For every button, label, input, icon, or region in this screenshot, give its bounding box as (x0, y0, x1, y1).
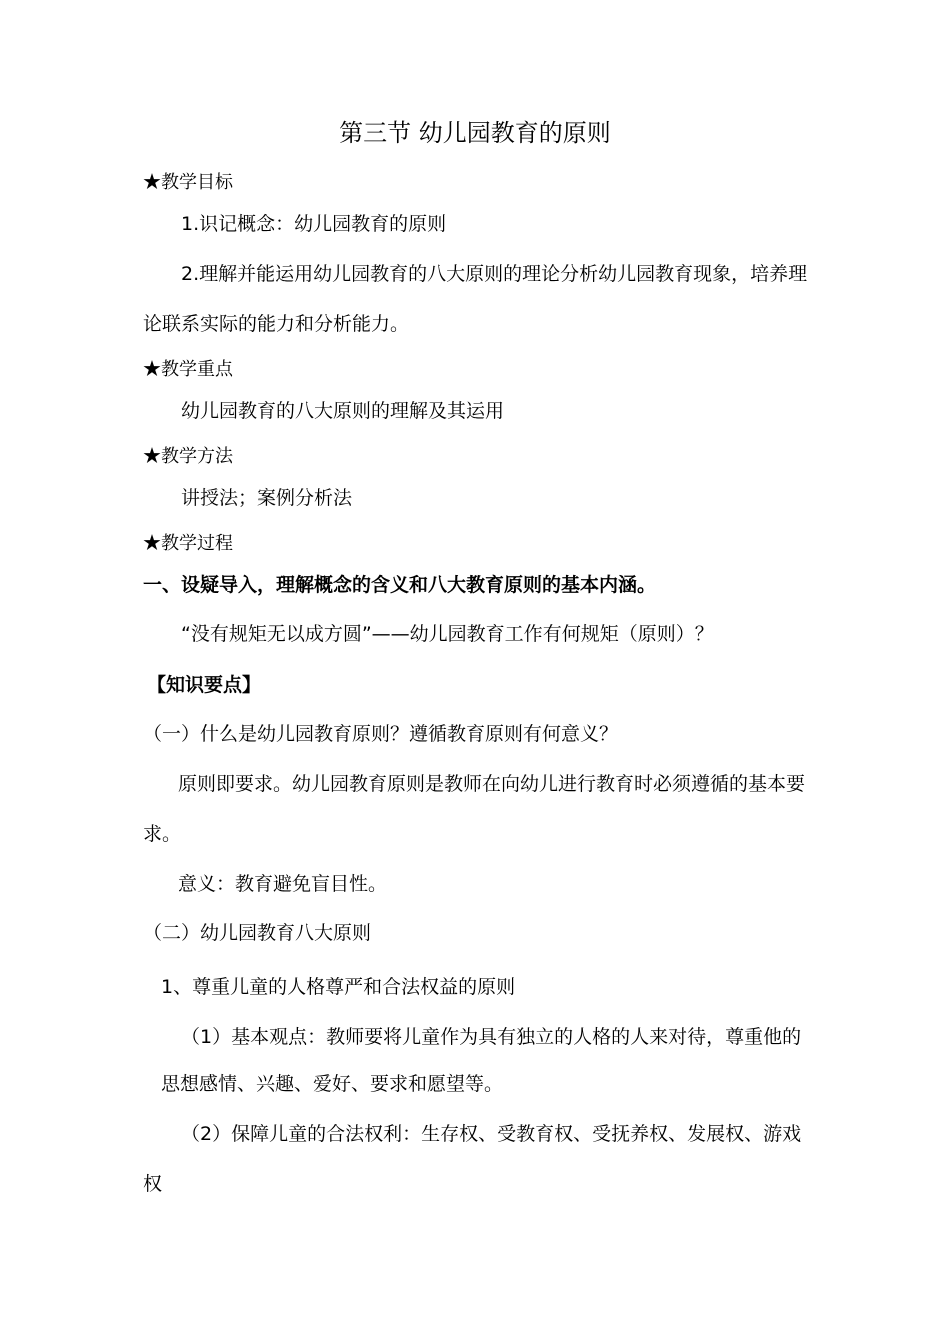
page-title: 第三节 幼儿园教育的原则 (339, 119, 611, 147)
focus-heading: ★教学重点 (143, 359, 233, 380)
goals-heading: ★教学目标 (143, 172, 233, 193)
definition-line-1: 原则即要求。幼儿园教育原则是教师在向幼儿进行教育时必须遵循的基本要 (178, 773, 806, 795)
focus-text: 幼儿园教育的八大原则的理解及其运用 (181, 400, 505, 422)
method-text: 讲授法；案例分析法 (181, 487, 353, 509)
part-1-heading: 一、设疑导入，理解概念的含义和八大教育原则的基本内涵。 (143, 574, 657, 596)
definition-line-2: 求。 (143, 823, 182, 845)
meaning-text: 意义：教育避免盲目性。 (178, 873, 388, 895)
method-heading: ★教学方法 (143, 446, 233, 467)
goal-2-line-2: 论联系实际的能力和分析能力。 (143, 313, 410, 335)
quote-line: “没有规矩无以成方圆”——幼儿园教育工作有何规矩（原则）？ (181, 623, 714, 645)
process-heading: ★教学过程 (143, 533, 233, 554)
point-1-line-2: 思想感情、兴趣、爱好、要求和愿望等。 (161, 1073, 504, 1095)
knowledge-heading: 【知识要点】 (147, 674, 262, 696)
point-2-line-1: （2）保障儿童的合法权利：生存权、受教育权、受抚养权、发展权、游戏 (181, 1123, 802, 1145)
question-1: （一）什么是幼儿园教育原则？遵循教育原则有何意义？ (143, 723, 619, 745)
principle-1: 1、尊重儿童的人格尊严和合法权益的原则 (161, 976, 516, 998)
point-1-line-1: （1）基本观点：教师要将儿童作为具有独立的人格的人来对待，尊重他的 (181, 1026, 802, 1048)
goal-2-line-1: 2.理解并能运用幼儿园教育的八大原则的理论分析幼儿园教育现象，培养理 (181, 263, 808, 285)
goal-1: 1.识记概念：幼儿园教育的原则 (181, 213, 447, 235)
question-2: （二）幼儿园教育八大原则 (143, 922, 372, 944)
point-2-line-2: 权 (143, 1173, 163, 1195)
